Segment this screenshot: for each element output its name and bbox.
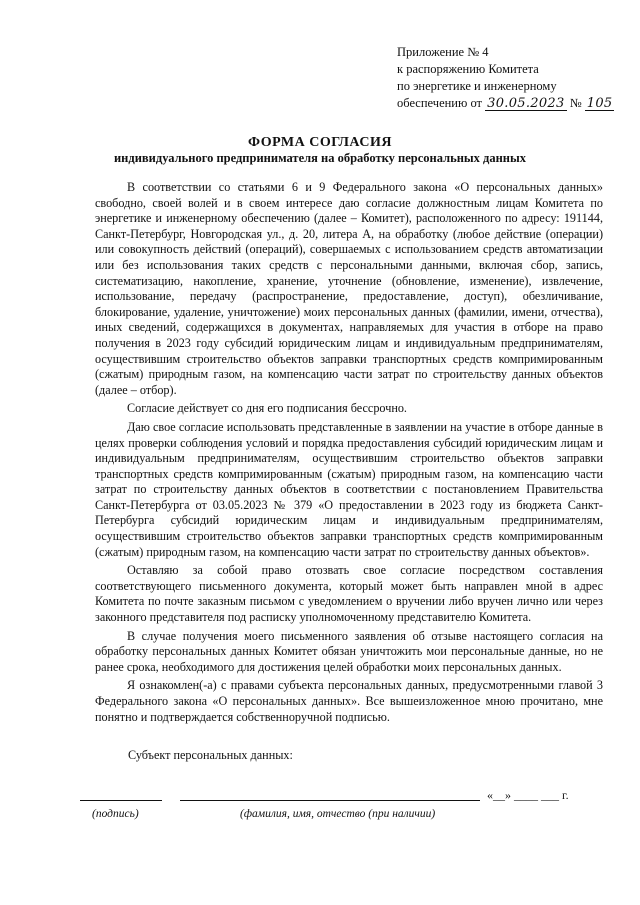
appendix-line-2: к распоряжению Комитета (397, 62, 539, 76)
appendix-block (397, 44, 627, 112)
paragraph-acknowledgement: Я ознакомлен(-а) с правами субъекта персональных данных, предусмотренными главой 3 Федерального закона «О персональных данных». Все вышеизложенное мною прочитано, мне понятно и подтверждается собственноручной подписью. (95, 678, 603, 724)
appendix-line-1: Приложение № 4 (397, 45, 489, 59)
date-field: «__» ____ ___ г. (487, 788, 569, 802)
paragraph-destruction: В случае получения моего письменного заявления об отзыве настоящего согласия на обработку персональных данных Комитет обязан уничтожить мои персональные данные, но не ранее срока, необходимого для достижения целей обработки моих персональных данных. (95, 628, 603, 674)
signature-line (80, 800, 162, 801)
name-line (180, 800, 480, 801)
subject-label: Субъект персональных данных: (128, 748, 293, 762)
paragraph-usage: Даю свое согласие использовать представленные в заявлении на участие в отборе данные в целях проверки соблюдения условий и порядка предоставления субсидий юридическим лицам и индивидуальным предпринимателям, осуществившим строительство объектов заправки транспортных средств компримированным (сжатым) природным газом, на компенсацию части затрат по строительству данных объектов в соответствии с постановлением Правительства Санкт-Петербурга от 03.05.2023 № 379 «О предоставлении в 2023 году из бюджета Санкт-Петербурга субсидий юридическим лицам и индивидуальным предпринимателям, осуществившим строительство объектов заправки транспортных средств компримированным (сжатым) природным газом, на компенсацию части затрат по строительству данных объектов». (95, 419, 603, 559)
form-subtitle: индивидуального предпринимателя на обработку персональных данных (113, 151, 527, 165)
paragraph-validity: Согласие действует со дня его подписания бессрочно. (127, 401, 407, 416)
appendix-date: 30.05.2023 (487, 96, 565, 111)
appendix-line-4 (397, 95, 627, 112)
paragraph-consent: В соответствии со статьями 6 и 9 Федерального закона «О персональных данных» свободно, своей волей и в своем интересе даю согласие должностным лицам Комитета по энергетике и инженерному обеспечению (далее – Комитет), расположенного по адресу: 191144, Санкт-Петербург, Новгородская ул., д. 20, литера А, на обработку (любое действие (операции) или совокупность действий (операций), совершаемых с использованием средств автоматизации или без использования таких средств с персональными данными, включая сбор, запись, систематизацию, накопление, хранение, уточнение (обновление, изменение), извлечение, использование, передачу (распространение, предоставление, доступ), обезличивание, блокирование, удаление, уничтожение) моих персональных данных (фамилии, имени, отчества), иных сведений, содержащихся в документах, направляемых для участия в отборе на право получения в 2023 году субсидий юридическим лицам и индивидуальным предпринимателям, осуществившим строительство объектов заправки транспортных средств компримированным (сжатым) природным газом, на компенсацию части затрат по строительству данных объектов (далее – отбор). (95, 180, 603, 397)
paragraph-revocation: Оставляю за собой право отозвать свое согласие посредством составления соответствующего письменного документа, который может быть направлен мной в адрес Комитета по почте заказным письмом с уведомлением о вручении либо вручен лично или через законного представителя под расписку уполномоченному представителю Комитета. (95, 563, 603, 625)
appendix-line-3: по энергетике и инженерному (397, 79, 557, 93)
form-title: ФОРМА СОГЛАСИЯ (248, 135, 392, 150)
consent-body (95, 180, 603, 728)
appendix-number-prefix: № (569, 96, 582, 110)
appendix-date-prefix: обеспечению от (397, 96, 483, 110)
appendix-number: 105 (586, 96, 613, 111)
name-caption: (фамилия, имя, отчество (при наличии) (240, 808, 436, 820)
signature-caption: (подпись) (92, 808, 139, 820)
